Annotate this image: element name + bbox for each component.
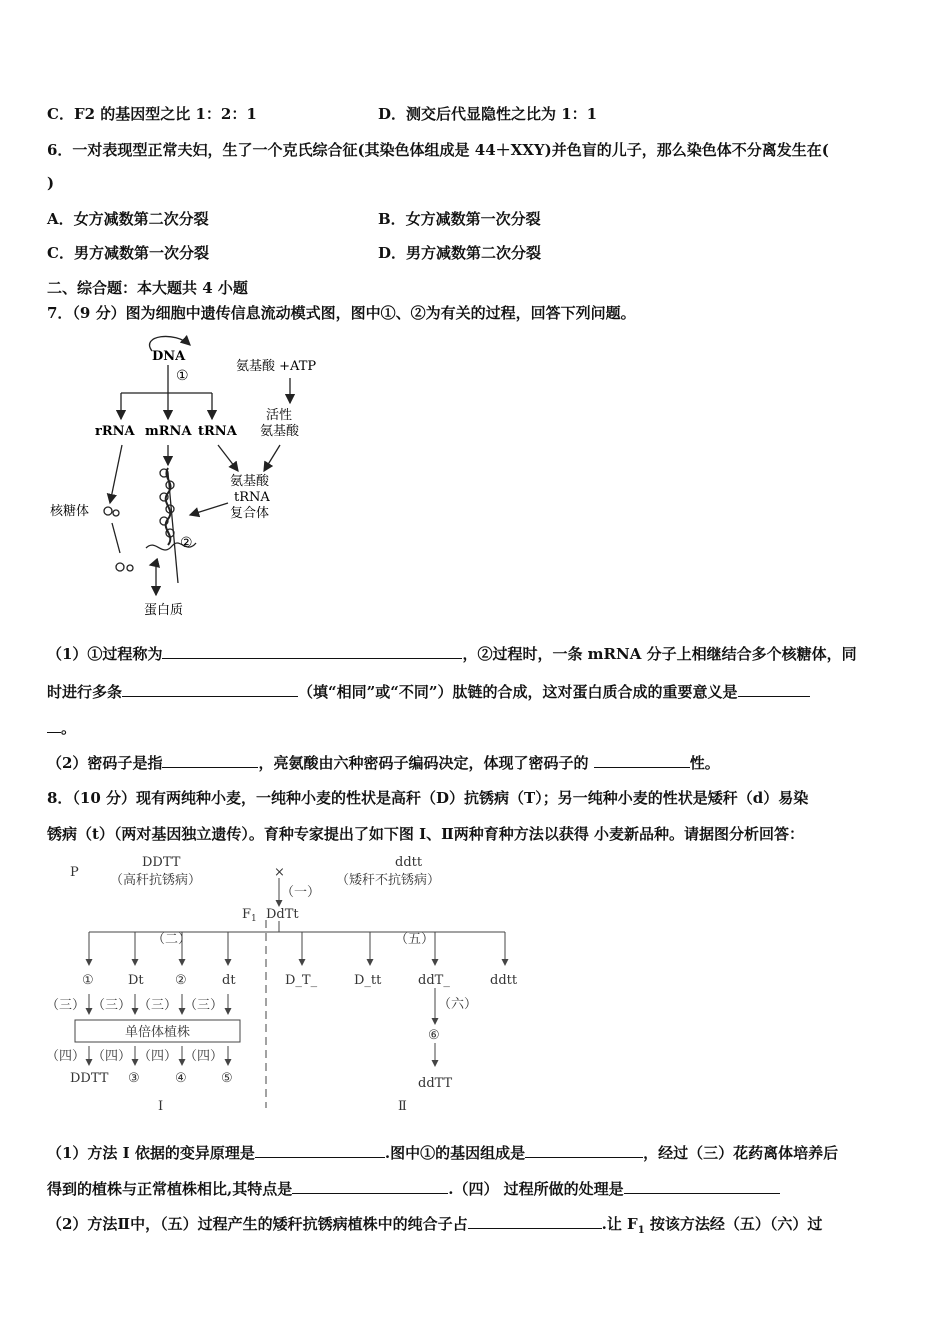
answer-blank-3[interactable] <box>738 682 810 697</box>
protein-label: 蛋白质 <box>144 603 184 618</box>
complex-label-1: 氨基酸 <box>230 474 270 489</box>
answer-blank-9[interactable] <box>624 1179 780 1194</box>
q8-sub2-text-c: 按该方法经（五）（六）过 <box>644 1215 823 1233</box>
step-three-label-3: （三） <box>138 998 178 1013</box>
q8-sub1-text-a: （1）方法 I 依据的变异原理是 <box>47 1144 255 1162</box>
q6-stem: 6．一对表现型正常夫妇，生了一个克氏综合征(其染色体组成是 44＋XXY)并色盲的儿子，那么染色体不分离发生在( <box>47 141 829 159</box>
step-six-label: （六） <box>438 997 478 1012</box>
step-three-label-1: （三） <box>46 998 86 1013</box>
method-ii-label: Ⅱ <box>398 1099 407 1114</box>
answer-blank-10[interactable] <box>468 1214 602 1229</box>
q7-sub1-line3 <box>47 717 76 738</box>
method-i-label: I <box>158 1099 164 1114</box>
result-3: ④ <box>175 1071 187 1086</box>
step-three-label-2: （三） <box>92 998 132 1013</box>
result-1: DDTT <box>70 1071 109 1086</box>
q7-sub2-text-c: 性。 <box>689 754 720 772</box>
q6-option-d: D．男方减数第二次分裂 <box>378 244 542 262</box>
final-genotype: ddTT <box>418 1076 453 1091</box>
q7-sub1-text-a: （1）①过程称为 <box>47 645 163 663</box>
section-heading: 二、综合题：本大题共 4 小题 <box>47 279 248 297</box>
q5-option-c: C．F2 的基因型之比 1：2：1 <box>47 105 257 123</box>
q8-stem-line2: 锈病（t）（两对基因独立遗传）。育种专家提出了如下图 I、Ⅱ两种育种方法以获得 小麦新品种。请据图分析回答： <box>47 825 805 843</box>
answer-blank-4[interactable] <box>162 753 258 768</box>
process-2-label: ② <box>180 535 193 551</box>
q8-sub1-text-b: .图中①的基因组成是 <box>384 1144 526 1162</box>
answer-blank-5[interactable] <box>594 753 690 768</box>
f1-genotype: DdTt <box>266 907 299 922</box>
q7-gene-flow-figure <box>40 333 340 623</box>
hybrid-4: ddtt <box>490 973 518 988</box>
hybrid-1: D_T_ <box>285 973 318 988</box>
q8-sub1-line1 <box>47 1142 838 1163</box>
answer-blank-8[interactable] <box>292 1179 448 1194</box>
q8-stem-line1: 8．（10 分）现有两纯种小麦，一纯种小麦的性状是高秆（D）抗锈病（T）；另一纯种小麦的性状是矮秆（d）易染 <box>47 789 809 807</box>
q8-sub2-text-a: （2）方法Ⅱ中，（五）过程产生的矮秆抗锈病植株中的纯合子占 <box>47 1215 468 1233</box>
q7-sub1-line2 <box>47 681 810 702</box>
q8-sub1-text-d: 得到的植株与正常植株相比,其特点是 <box>47 1180 293 1198</box>
amino-acid-atp-label: 氨基酸 +ATP <box>236 359 317 374</box>
step-three-label-4: （三） <box>184 998 224 1013</box>
q8-breeding-figure <box>40 848 540 1118</box>
parent-short-phenotype: （矮秆不抗锈病） <box>336 873 441 888</box>
q6-option-c: C．男方减数第一次分裂 <box>47 244 209 262</box>
gamete-1: ① <box>82 973 94 988</box>
complex-label-3: 复合体 <box>230 506 270 521</box>
gamete-2: Dt <box>128 973 144 988</box>
step-four-label-1: （四） <box>46 1049 86 1064</box>
q5-option-d: D．测交后代显隐性之比为 1：1 <box>378 105 598 123</box>
answer-blank-6[interactable] <box>255 1143 385 1158</box>
q7-sub1-text-c: 时进行多条 <box>47 683 123 701</box>
parent-ddtt-genotype: DDTT <box>142 855 181 870</box>
answer-blank-1[interactable] <box>162 644 462 659</box>
trna-label: tRNA <box>198 424 237 439</box>
hybrid-2: D_tt <box>354 973 382 988</box>
q7-sub2-text-a: （2）密码子是指 <box>47 754 163 772</box>
step-four-label-2: （四） <box>92 1049 132 1064</box>
q7-sub1-text-b: ，②过程时，一条 mRNA 分子上相继结合多个核糖体，同 <box>462 645 857 663</box>
gamete-4: dt <box>222 973 236 988</box>
q7-sub1-text-d: （填“相同”或“不同”）肽链的合成，这对蛋白质合成的重要意义是 <box>298 683 738 701</box>
q6-option-b: B．女方减数第一次分裂 <box>378 210 541 228</box>
q6-stem-end: ) <box>47 174 55 192</box>
q8-sub1-text-e: .（四） 过程所做的处理是 <box>448 1180 624 1198</box>
answer-blank-3-cont[interactable] <box>47 718 61 733</box>
step-four-label-4: （四） <box>184 1049 224 1064</box>
mrna-label: mRNA <box>145 424 192 439</box>
step-one-label: （一） <box>281 885 321 900</box>
haploid-box-label: 单倍体植株 <box>125 1025 191 1040</box>
q7-sub1-text-e: 。 <box>61 719 77 737</box>
q7-stem: 7．（9 分）图为细胞中遗传信息流动模式图，图中①、②为有关的过程，回答下列问题。 <box>47 304 636 322</box>
parent-tall-phenotype: （高秆抗锈病） <box>110 873 202 888</box>
gamete-3: ② <box>175 973 187 988</box>
step-two-label: （二） <box>152 932 192 947</box>
active-label-2: 氨基酸 <box>260 424 300 439</box>
complex-label-2: tRNA <box>234 490 270 505</box>
circle-six: ⑥ <box>428 1028 440 1043</box>
q6-option-a: A．女方减数第二次分裂 <box>47 210 209 228</box>
parent-small-ddtt-genotype: ddtt <box>395 855 423 870</box>
process-1-label: ① <box>176 368 189 384</box>
result-2: ③ <box>128 1071 140 1086</box>
q7-sub2-text-b: ，亮氨酸由六种密码子编码决定，体现了密码子的 <box>258 754 594 772</box>
p-label: P <box>70 865 79 880</box>
answer-blank-2[interactable] <box>122 682 298 697</box>
dna-label: DNA <box>152 349 186 364</box>
step-four-label-3: （四） <box>138 1049 178 1064</box>
ribosome-label: 核糖体 <box>50 504 90 519</box>
rrna-label: rRNA <box>95 424 135 439</box>
q7-sub2-line <box>47 752 720 773</box>
q8-sub2-subscript: 1 <box>637 1225 645 1236</box>
q8-sub1-text-c: ，经过（三）花药离体培养后 <box>643 1144 839 1162</box>
cross-symbol: × <box>274 865 285 880</box>
answer-blank-7[interactable] <box>525 1143 643 1158</box>
hybrid-3: ddT_ <box>418 973 450 988</box>
q8-sub2-line <box>47 1213 822 1236</box>
q7-sub1-line1 <box>47 643 857 664</box>
q8-sub1-line2 <box>47 1178 780 1199</box>
f1-label: $F_1$ <box>242 907 257 924</box>
q8-sub2-text-b: .让 F <box>601 1215 638 1233</box>
active-label-1: 活性 <box>266 408 293 423</box>
step-five-label: （五） <box>395 932 435 947</box>
result-4: ⑤ <box>221 1071 233 1086</box>
